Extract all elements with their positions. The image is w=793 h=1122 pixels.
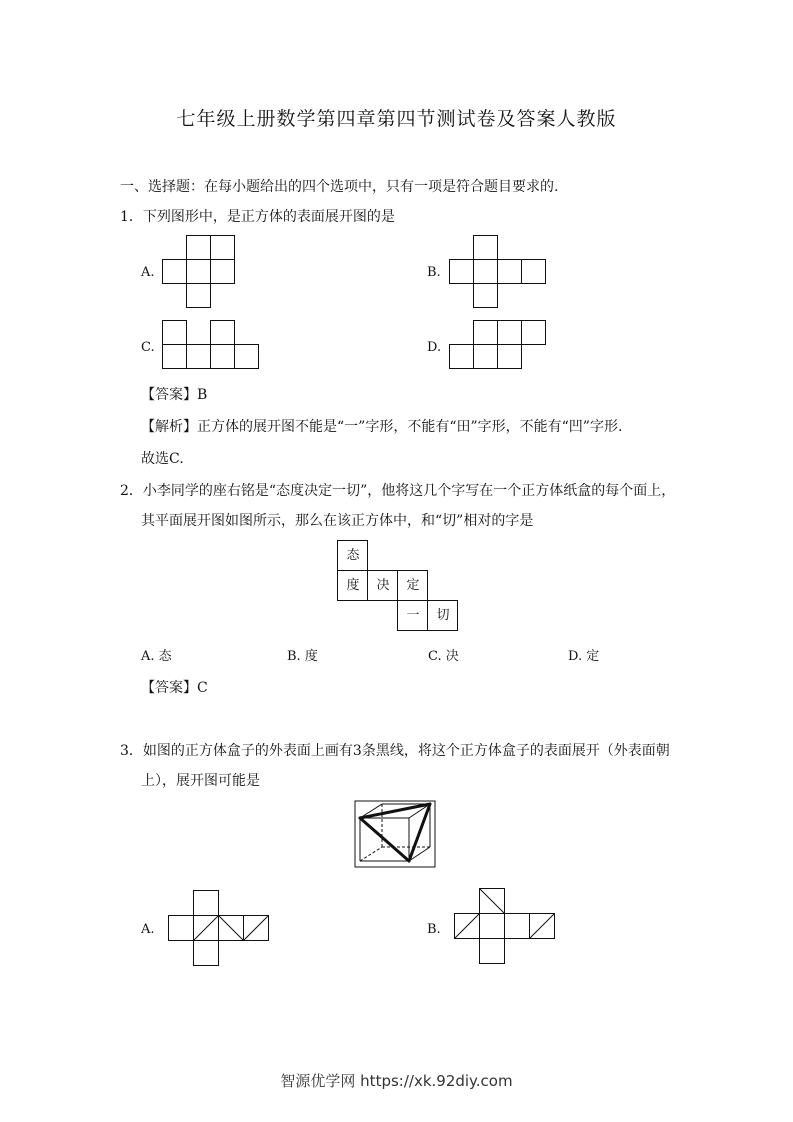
- q2-answer: 【答案】C: [141, 680, 208, 696]
- q2-option-d: D. 定: [568, 649, 600, 664]
- section-heading: 一、选择题：在每小题给出的四个选项中，只有一项是符合题目要求的.: [120, 179, 559, 195]
- q2-char-ding: 定: [406, 578, 420, 593]
- q1-label-b: B.: [427, 265, 441, 280]
- q3-net-b: [454, 888, 557, 968]
- footer-watermark: 智源优学网 https://xk.92diy.com: [280, 1072, 513, 1090]
- q1-label-d: D.: [427, 340, 442, 355]
- q3-net-a: [168, 890, 271, 968]
- q2-char-yi: 一: [406, 608, 420, 623]
- q1-net-c: [162, 320, 262, 372]
- q1-conclusion: 故选C.: [141, 451, 184, 467]
- q2-char-qie: 切: [436, 608, 450, 623]
- q1-analysis: 【解析】正方体的展开图不能是“一”字形，不能有“田”字形，不能有“凹”字形.: [141, 419, 623, 435]
- page-title: 七年级上册数学第四章第四节测试卷及答案人教版: [176, 108, 617, 130]
- q1-stem: 1．下列图形中，是正方体的表面展开图的是: [120, 209, 395, 225]
- q2-option-a: A. 态: [141, 649, 172, 664]
- q1-label-a: A.: [141, 265, 155, 280]
- q1-answer: 【答案】B: [141, 387, 208, 403]
- q2-option-b: B. 度: [287, 649, 318, 664]
- q2-char-jue: 决: [376, 578, 390, 593]
- q2-char-du: 度: [346, 578, 360, 593]
- q3-label-b: B.: [427, 922, 441, 937]
- q3-stem-line2: 上），展开图可能是: [141, 773, 260, 789]
- q1-label-c: C.: [141, 340, 155, 355]
- q2-stem-line2: 其平面展开图如图所示，那么在该正方体中，和“切”相对的字是: [141, 513, 534, 529]
- q2-option-c: C. 决: [428, 649, 459, 664]
- q3-label-a: A.: [141, 922, 155, 937]
- q3-stem-line1: 3．如图的正方体盒子的外表面上画有3条黑线，将这个正方体盒子的表面展开（外表面朝: [120, 743, 670, 759]
- q1-net-d: [449, 320, 549, 372]
- q1-net-a: [162, 235, 237, 310]
- q1-net-b: [449, 235, 549, 310]
- q3-cube-figure: [354, 800, 436, 868]
- q2-char-tai: 态: [346, 548, 360, 563]
- q2-stem-line1: 2．小李同学的座右铭是“态度决定一切”，他将这几个字写在一个正方体纸盒的每个面上，: [120, 483, 676, 499]
